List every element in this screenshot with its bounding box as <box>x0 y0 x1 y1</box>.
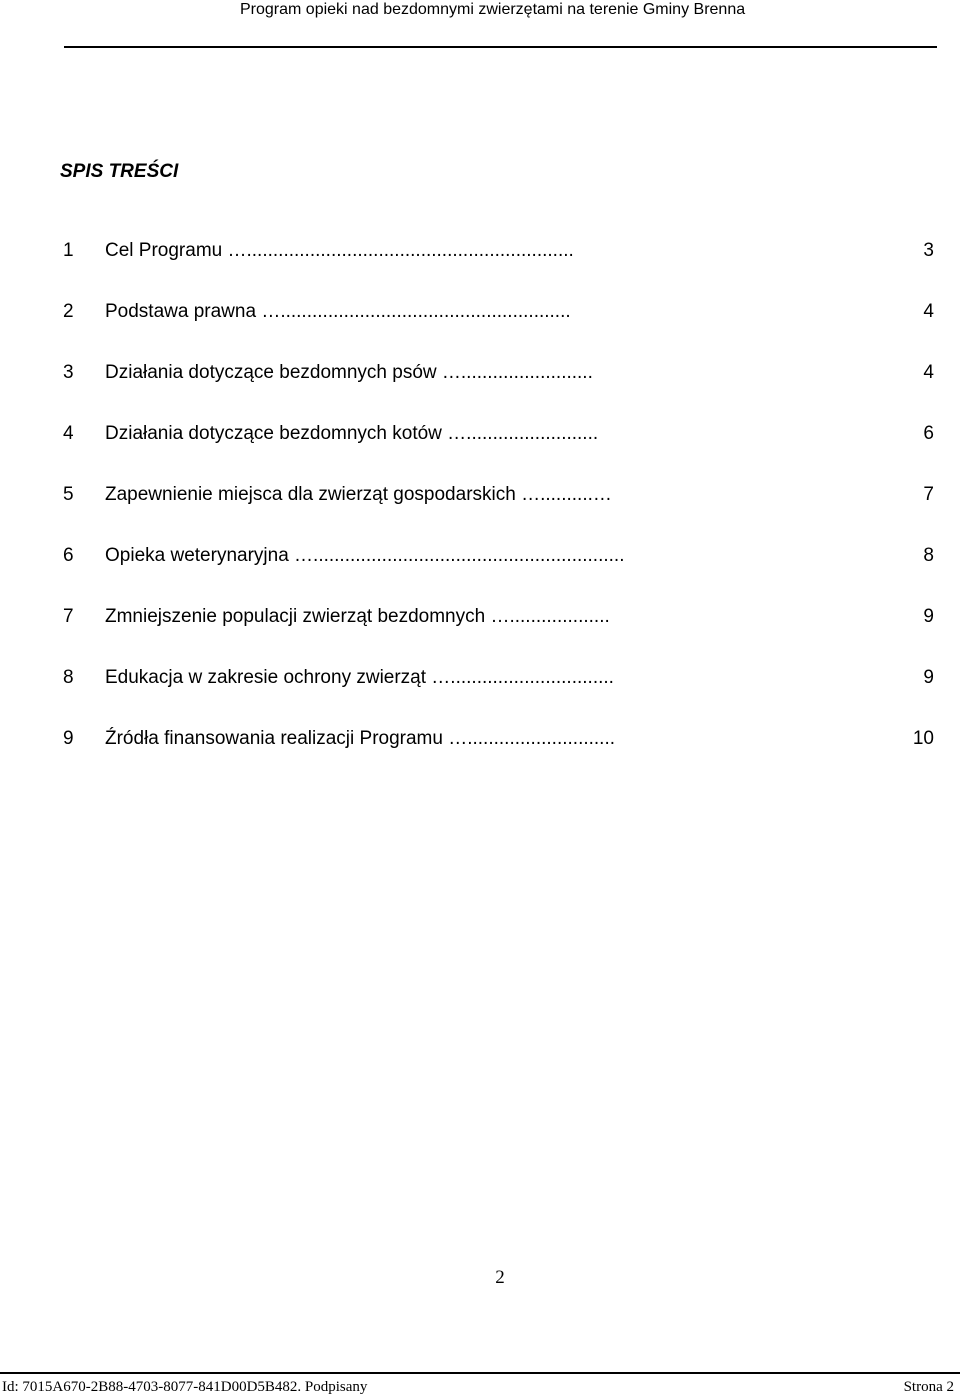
toc-entry[interactable] <box>60 421 936 482</box>
toc-entry-title: Zapewnienie miejsca dla zwierząt gospodarskich …..........… <box>105 484 612 505</box>
toc-entry[interactable] <box>60 604 936 665</box>
toc-entry-number: 4 <box>63 423 74 444</box>
toc-entry[interactable] <box>60 238 936 299</box>
toc-entry-page: 3 <box>923 240 934 261</box>
toc-entry-title: Zmniejszenie populacji zwierząt bezdomnych …................... <box>105 606 610 627</box>
toc-entry[interactable] <box>60 299 936 360</box>
toc-entry-number: 2 <box>63 301 74 322</box>
toc-title: SPIS TREŚCI <box>60 161 179 182</box>
toc-entry-page: 10 <box>912 728 934 749</box>
toc-entry-title: Edukacja w zakresie ochrony zwierząt …............................... <box>105 667 614 688</box>
toc-entry[interactable] <box>60 726 936 787</box>
toc-entry-title: Działania dotyczące bezdomnych psów …......................... <box>105 362 593 383</box>
toc-entry-title: Cel Programu ….............................................................. <box>105 240 574 261</box>
footer-divider <box>0 1372 960 1374</box>
header-divider <box>64 46 937 48</box>
toc-entry-title: Podstawa prawna …....................................................... <box>105 301 571 322</box>
toc-entry-page: 9 <box>923 606 934 627</box>
toc-entry-number: 9 <box>63 728 74 749</box>
toc-entry-number: 5 <box>63 484 74 505</box>
toc-entry-page: 8 <box>923 545 934 566</box>
toc-entry-page: 7 <box>923 484 934 505</box>
toc-entry[interactable] <box>60 482 936 543</box>
toc-entry[interactable] <box>60 665 936 726</box>
table-of-contents <box>60 238 936 787</box>
toc-entry-page: 4 <box>923 301 934 322</box>
toc-entry-page: 6 <box>923 423 934 444</box>
footer-page-label: Strona 2 <box>903 1379 954 1395</box>
page-number: 2 <box>495 1267 505 1288</box>
toc-entry[interactable] <box>60 360 936 421</box>
toc-entry-page: 4 <box>923 362 934 383</box>
footer-document-id: Id: 7015A670-2B88-4703-8077-841D00D5B482. Podpisany <box>2 1379 368 1395</box>
toc-entry-number: 6 <box>63 545 74 566</box>
toc-entry-title: Opieka weterynaryjna …........................................................... <box>105 545 625 566</box>
toc-entry-number: 8 <box>63 667 74 688</box>
running-header: Program opieki nad bezdomnymi zwierzętami na terenie Gminy Brenna <box>240 1 746 18</box>
toc-entry-number: 7 <box>63 606 74 627</box>
toc-entry-number: 1 <box>63 240 74 261</box>
toc-entry[interactable] <box>60 543 936 604</box>
toc-entry-page: 9 <box>923 667 934 688</box>
toc-entry-title: Źródła finansowania realizacji Programu …............................ <box>105 728 616 749</box>
toc-entry-title: Działania dotyczące bezdomnych kotów …......................... <box>105 423 599 444</box>
toc-entry-number: 3 <box>63 362 74 383</box>
